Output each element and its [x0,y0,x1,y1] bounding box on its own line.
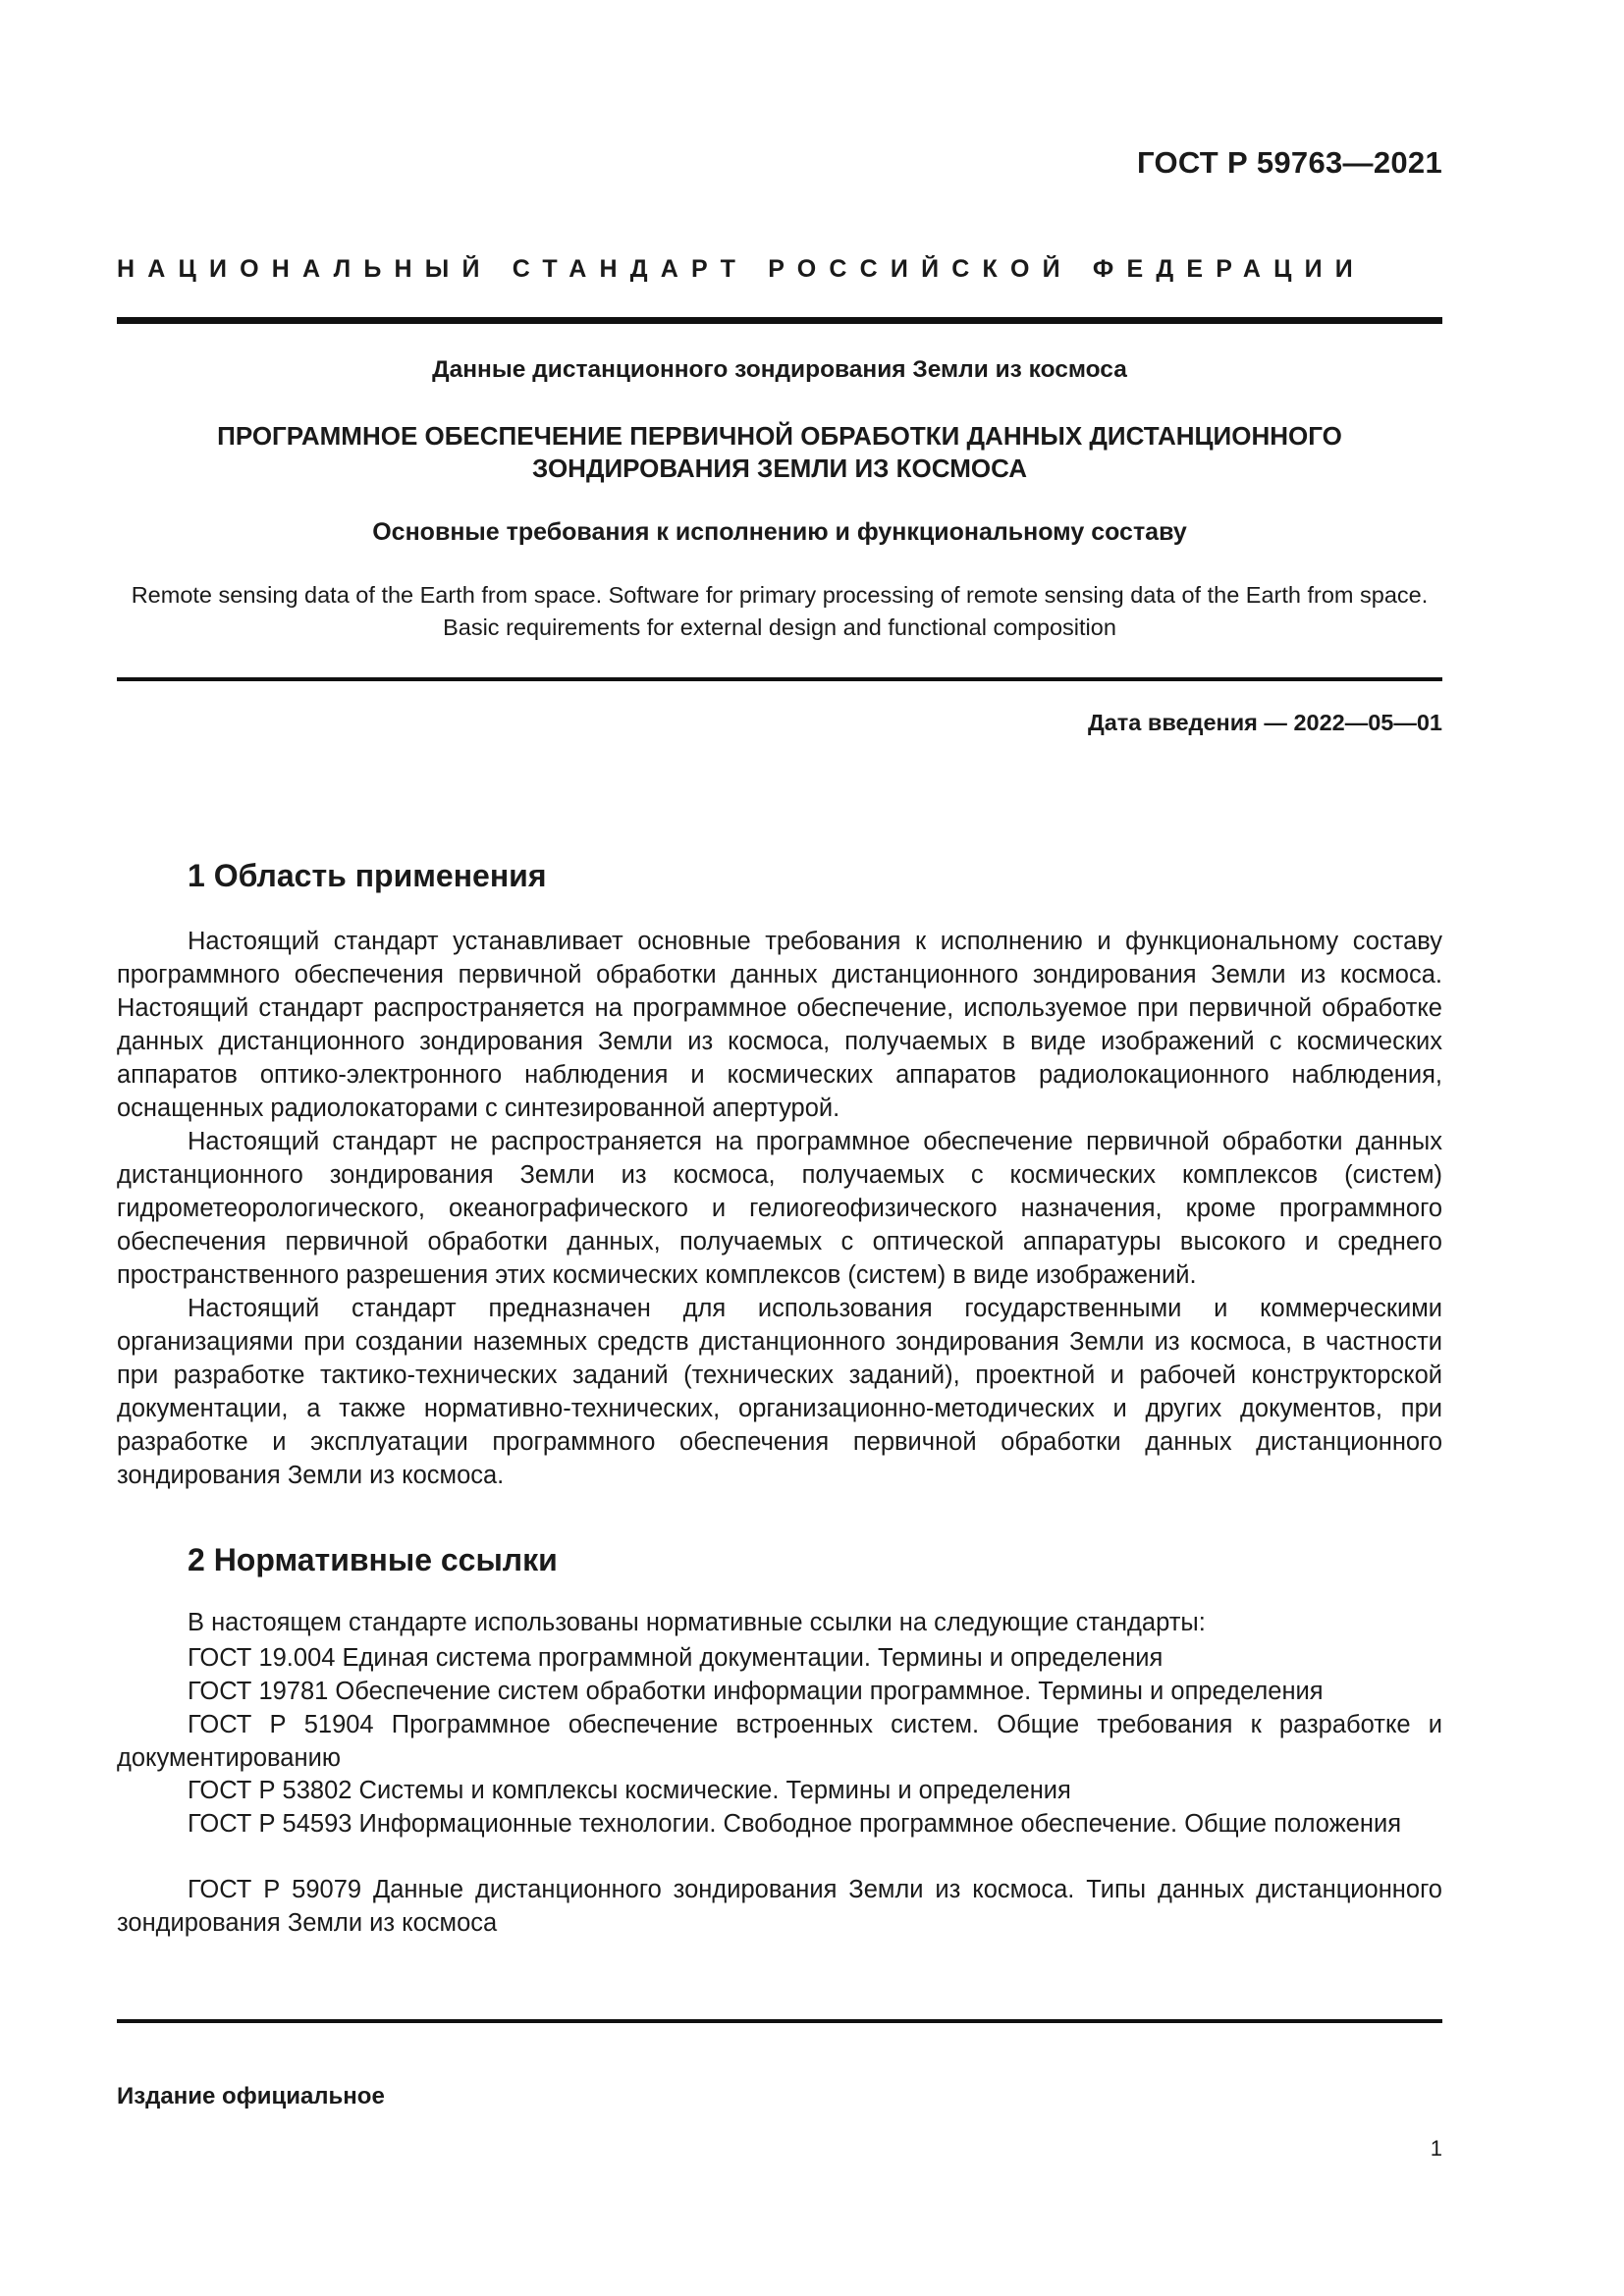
document-page [117,0,1442,2296]
reference-item: ГОСТ Р 53802 Системы и комплексы космические. Термины и определения [188,1777,1071,1804]
reference-item: ГОСТ Р 54593 Информационные технологии. Свободное программное обеспечение. Общие положения [188,1810,1402,1838]
reference-item: ГОСТ 19.004 Единая система программной документации. Термины и определения [188,1644,1164,1672]
title-subtitle: Основные требования к исполнению и функциональному составу [372,518,1187,546]
title-english: Remote sensing data of the Earth from space. Software for primary processing of remote sensing data of the Earth from space. Basic requirements for external design and functional composition [131,582,1429,640]
reference-item: ГОСТ Р 51904 Программное обеспечение встроенных систем. Общие требования к разработке и документированию [117,1711,1442,1772]
page-number: 1 [1430,2136,1442,2161]
page-title: ПРОГРАММНОЕ ОБЕСПЕЧЕНИЕ ПЕРВИЧНОЙ ОБРАБОТКИ ДАННЫХ ДИСТАНЦИОННОГО ЗОНДИРОВАНИЯ ЗЕМЛИ ИЗ КОСМОСА [217,421,1342,483]
introduction-date: Дата введения — 2022—05—01 [1087,710,1442,735]
section-1-paragraph: Настоящий стандарт не распространяется на программное обеспечение первичной обработки данных дистанционного зондирования Земли из космоса, получаемых с космических комплексов (систем) гидрометеорологического, океанографического и гелиогеофизического назначения, кроме программного обеспечения первичной обработки данных, получаемых с оптической аппаратуры высокого и среднего пространственного разрешения этих космических комплексов (систем) в виде изображений. [117,1128,1442,1290]
header-rule [117,317,1442,324]
edition-label: Издание официальное [117,2083,385,2109]
footer-rule [117,2019,1442,2023]
section-2-heading: 2 Нормативные ссылки [188,1542,558,1577]
title-rule [117,677,1442,681]
reference-item: ГОСТ Р 59079 Данные дистанционного зондирования Земли из космоса. Типы данных дистанционного зондирования Земли из космоса [117,1876,1442,1937]
reference-item: ГОСТ 19781 Обеспечение систем обработки информации программное. Термины и определения [188,1678,1324,1705]
national-standard-banner: НАЦИОНАЛЬНЫЙ СТАНДАРТ РОССИЙСКОЙ ФЕДЕРАЦИИ [117,255,1366,283]
section-1-heading: 1 Область применения [188,858,547,893]
section-1-paragraph: Настоящий стандарт устанавливает основные требования к исполнению и функциональному составу программного обеспечения первичной обработки данных дистанционного зондирования Земли из космоса. Настоящий стандарт распространяется на программное обеспечение, используемое при первичной обработке данных дистанционного зондирования Земли из космоса, получаемых в виде изображений с космических аппаратов оптико-электронного наблюдения и космических аппаратов радиолокационного наблюдения, оснащенных радиолокаторами с синтезированной апертурой. [117,928,1442,1123]
document-code: ГОСТ Р 59763—2021 [1137,145,1442,180]
title-category: Данные дистанционного зондирования Земли из космоса [432,356,1127,383]
section-1-paragraph: Настоящий стандарт предназначен для использования государственными и коммерческими организациями при создании наземных средств дистанционного зондирования Земли из космоса, в частности при разработке тактико-технических заданий (технических заданий), проектной и рабочей конструкторской документации, а также нормативно-технических, организационно-методических и других документов, при разработке и эксплуатации программного обеспечения первичной обработки данных дистанционного зондирования Земли из космоса. [117,1295,1442,1490]
references-intro: В настоящем стандарте использованы нормативные ссылки на следующие стандарты: [188,1609,1206,1636]
